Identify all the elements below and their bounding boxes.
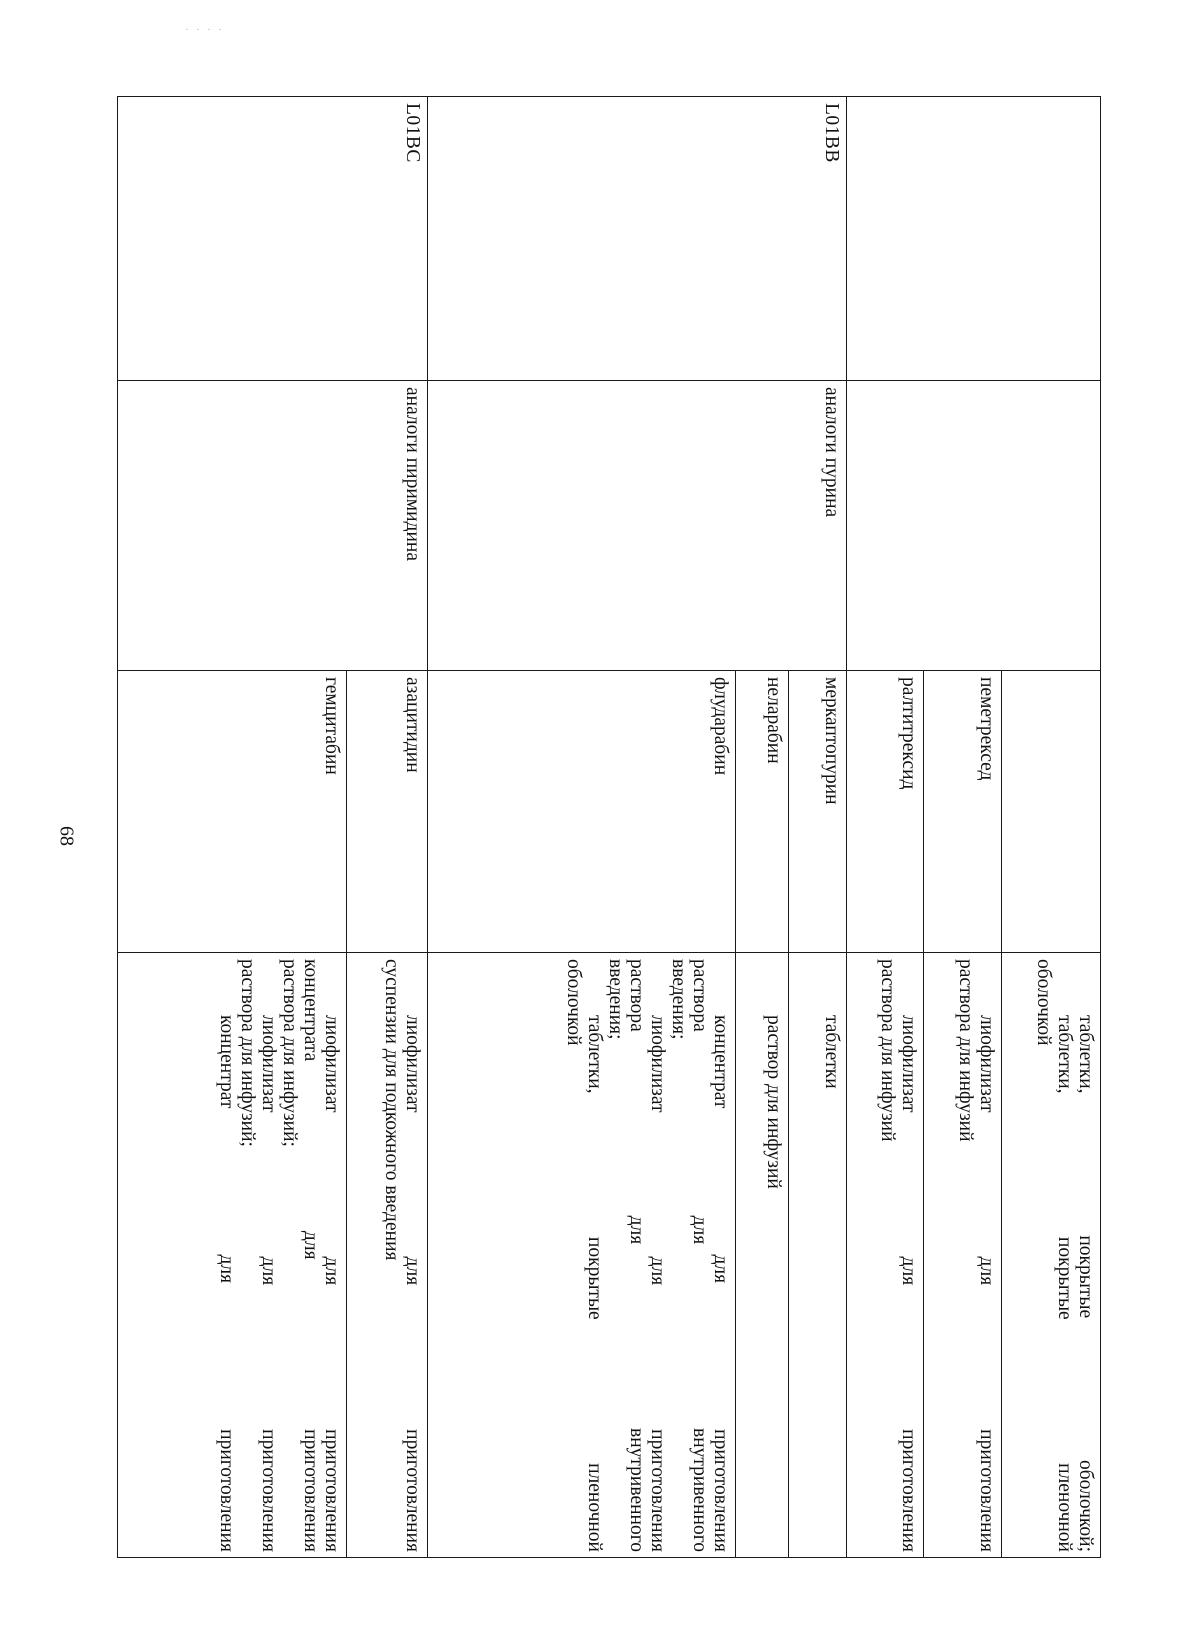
drug-name: ралтитрексид: [898, 677, 920, 790]
dosage-form-cell: [924, 953, 1002, 1558]
dosage-form-line: введения;: [668, 959, 690, 1040]
dosage-form-line: оболочкой: [1033, 959, 1054, 1046]
drug-name: гемцитабин: [321, 677, 343, 775]
dosage-form-line: лиофилизат для приготовления: [402, 1015, 424, 1552]
drug-cell: [347, 671, 428, 953]
dosage-form-line: лиофилизат для приготовления: [898, 1015, 920, 1552]
atc-code: L01BC: [402, 103, 424, 163]
dosage-form-cell: [736, 953, 788, 1558]
dosage-form-line: лиофилизат для приготовления: [976, 1015, 998, 1552]
drug-cell: [1002, 671, 1101, 953]
drug-name: пеметрексед: [976, 677, 998, 781]
dosage-form-cell: [347, 953, 428, 1558]
dosage-form-line: концентрата для приготовления: [300, 959, 322, 1552]
page-number: 68: [55, 826, 78, 846]
atc-code: L01BB: [821, 103, 843, 163]
group-name: аналоги пиримидина: [402, 387, 424, 561]
dosage-form-line: таблетки: [821, 1015, 843, 1089]
dosage-form-line: лиофилизат для приготовления: [258, 1015, 280, 1552]
atc-code-cell: [847, 97, 1101, 381]
table-row: [788, 97, 847, 1558]
dosage-form-line: введения;: [605, 959, 627, 1040]
dosage-form-line: таблетки, покрытые оболочкой;: [1075, 1015, 1096, 1552]
medication-table: [117, 96, 1101, 1558]
dosage-form-cell: [118, 953, 347, 1558]
drug-cell: [924, 671, 1002, 953]
dosage-form-line: раствора для инфузий: [877, 959, 899, 1142]
atc-code-cell: [118, 97, 428, 381]
group-cell: [847, 381, 1101, 671]
table-row: [1002, 97, 1101, 1558]
dosage-form-cell: [788, 953, 847, 1558]
dosage-form-line: раствора для внутривенного: [626, 959, 648, 1552]
dosage-form-line: раствора для инфузий: [955, 959, 977, 1142]
scan-artifact: · · · ·: [185, 22, 224, 36]
group-cell: [118, 381, 428, 671]
dosage-form-line: раствора для инфузий;: [279, 959, 301, 1147]
drug-name: меркаптопурин: [821, 677, 843, 805]
dosage-form-line: оболочкой: [563, 959, 585, 1046]
drug-name: неларабин: [762, 677, 784, 764]
dosage-form-line: суспензии для подкожного введения: [381, 959, 403, 1261]
drug-cell: [118, 671, 347, 953]
atc-code-cell: [428, 97, 847, 381]
dosage-form-line: концентрат для приготовления: [710, 1015, 732, 1552]
dosage-form-cell: [428, 953, 736, 1558]
group-name: аналоги пурина: [821, 387, 843, 518]
dosage-form-line: раствора для инфузий;: [237, 959, 259, 1147]
drug-cell: [847, 671, 924, 953]
group-cell: [428, 381, 847, 671]
dosage-form-line: таблетки, покрытые пленочной: [584, 1015, 606, 1552]
table-row: [347, 97, 428, 1558]
dosage-form-line: раствора для внутривенного: [689, 959, 711, 1552]
drug-name: флударабин: [710, 677, 732, 776]
drug-cell: [428, 671, 736, 953]
rotated-page-content: [117, 96, 1101, 1557]
dosage-form-cell: [1002, 953, 1101, 1558]
drug-name: азацитидин: [402, 677, 424, 773]
dosage-form-line: лиофилизат для приготовления: [321, 1015, 343, 1552]
drug-cell: [788, 671, 847, 953]
dosage-form-line: таблетки, покрытые пленочной: [1054, 1015, 1075, 1552]
drug-cell: [736, 671, 788, 953]
dosage-form-cell: [847, 953, 924, 1558]
dosage-form-line: раствор для инфузий: [762, 1015, 784, 1189]
dosage-form-line: концентрат для приготовления: [216, 1015, 238, 1552]
dosage-form-line: лиофилизат для приготовления: [647, 1015, 669, 1552]
